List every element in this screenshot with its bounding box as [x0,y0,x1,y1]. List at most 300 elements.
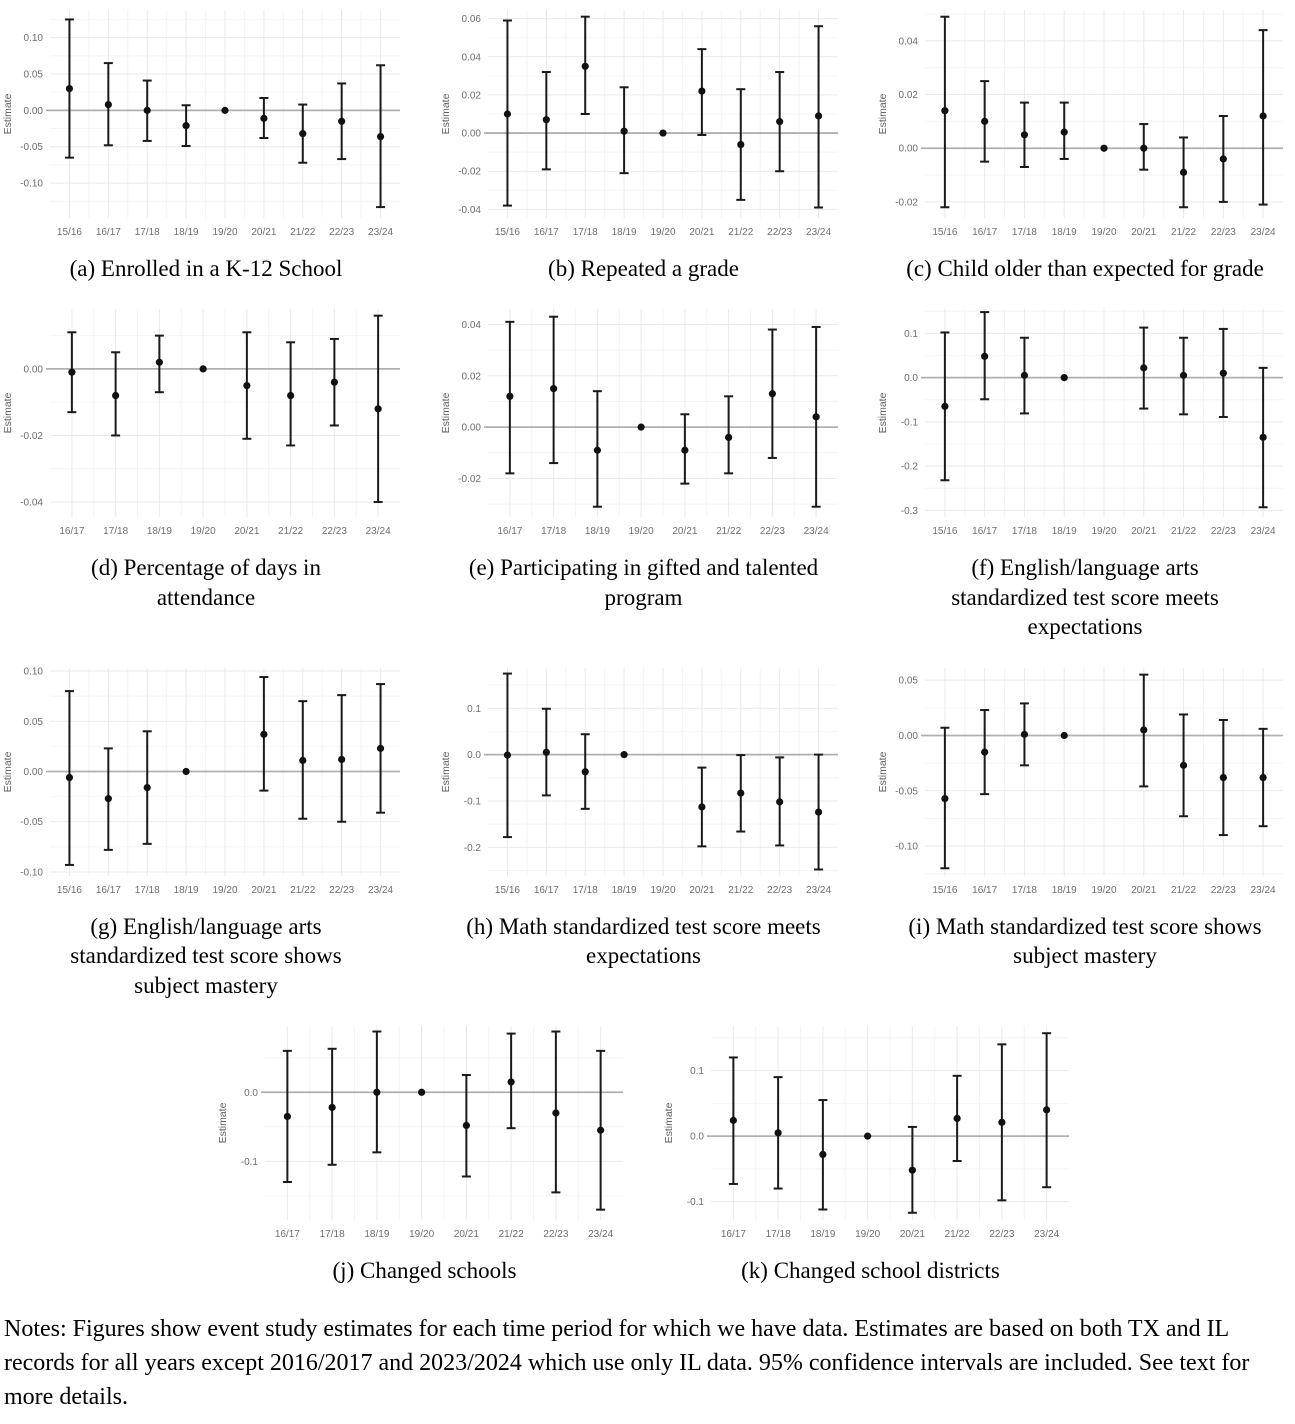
reference-point [659,129,666,136]
ci-point [814,26,823,207]
x-tick-label: 18/19 [173,227,199,238]
x-tick-label: 22/23 [1210,526,1236,538]
point-dot [768,391,775,398]
x-tick-label: 22/23 [1210,227,1236,238]
point-dot [681,447,688,454]
x-tick-label: 22/23 [766,227,792,238]
y-tick-label: 0.00 [23,364,43,376]
panel-caption-c: (c) Child older than expected for grade [906,256,1264,281]
point-dot [814,112,821,119]
ci-point [1139,124,1148,170]
x-tick-label: 21/22 [715,526,741,538]
panel-row-2 [0,299,1295,641]
x-tick-label: 16/17 [720,1229,746,1241]
ci-point [259,677,268,791]
x-tick-label: 19/20 [190,526,216,538]
y-tick-label: 0.02 [461,90,481,102]
gridlines [488,309,838,517]
ci-point [506,1034,515,1129]
ci-point [1219,720,1228,835]
x-tick-label: 19/20 [212,884,238,896]
x-tick-label: 19/20 [1091,884,1117,896]
y-tick-label: 0.0 [689,1131,704,1143]
gridlines [265,1026,623,1220]
x-tick-label: 23/24 [365,526,391,538]
y-tick-label: 0.1 [689,1066,704,1078]
point-dot [299,130,306,137]
y-tick-label: 0.05 [23,69,43,81]
plot-c [875,0,1295,242]
point-dot [183,768,190,775]
x-tick-label: 15/16 [494,884,520,896]
panel-caption-d: (d) Percentage of days in attendance [91,555,321,610]
point-dot [819,1151,826,1158]
y-tick-label: 0.00 [461,128,481,140]
y-axis-title: Estimate [439,393,452,434]
ci-point [814,754,823,869]
panel-b [438,0,850,283]
y-tick-label: -0.10 [20,867,43,879]
point-dot [112,392,119,399]
x-tick-label: 21/22 [727,884,753,896]
x-tick-label: 21/22 [1171,227,1197,238]
point-dot [331,379,338,386]
ci-point [298,701,307,819]
ci-point [551,1032,560,1193]
x-tick-label: 15/16 [494,227,520,238]
gridlines [488,10,838,218]
point-dot [552,1109,559,1116]
point-dot [620,751,627,758]
ci-point [592,392,601,508]
x-tick-label: 17/18 [134,884,160,896]
x-tick-label: 20/21 [688,884,714,896]
reference-point [1061,374,1068,381]
y-tick-label: -0.02 [20,431,43,443]
point-dot [1043,1106,1050,1113]
x-tick-label: 21/22 [290,227,316,238]
point-dot [221,107,228,114]
point-dot [908,1167,915,1174]
y-axis-title: Estimate [439,93,452,135]
plot-k [661,1016,1081,1244]
x-tick-label: 19/20 [628,526,654,538]
point-dot [593,447,600,454]
x-tick-label: 20/21 [688,227,714,238]
point-dot [506,393,513,400]
point-dot [287,392,294,399]
y-tick-label: -0.2 [463,842,481,854]
x-tick-label: 19/20 [1091,227,1117,238]
x-tick-label: 23/24 [587,1229,613,1241]
point-dot [200,366,207,373]
ci-point [940,333,949,481]
x-tick-label: 20/21 [234,526,260,538]
y-axis-title: Estimate [877,93,889,135]
y-axis-title: Estimate [877,393,889,434]
panel-c [875,0,1295,283]
point-dot [1260,774,1267,781]
ci-point [111,353,120,436]
y-tick-label: -0.04 [457,204,481,216]
panel-row-3 [0,658,1295,1000]
event-study-chart [438,299,850,541]
point-dot [1260,434,1267,441]
ci-point [376,684,385,813]
point-dot [260,730,267,737]
ci-point [67,333,76,413]
panel-a [0,0,412,283]
x-tick-label: 20/21 [1131,884,1157,896]
event-study-chart [0,658,412,900]
point-dot [377,133,384,140]
y-tick-label: 0.04 [461,320,481,332]
event-study-chart [661,1016,1081,1244]
x-tick-label: 19/20 [212,227,238,238]
x-tick-label: 22/23 [542,1229,568,1241]
x-tick-label: 21/22 [290,884,316,896]
y-tick-label: 0.0 [243,1087,258,1099]
point-dot [338,756,345,763]
x-tick-label: 15/16 [932,884,958,896]
x-tick-label: 21/22 [498,1229,524,1241]
point-dot [1100,145,1107,152]
ci-point [697,49,706,135]
point-dot [462,1122,469,1129]
panel-caption-k: (k) Changed school districts [741,1258,1000,1284]
ci-point [541,709,550,796]
point-dot [1021,731,1028,738]
ci-point [330,339,339,426]
x-tick-label: 17/18 [134,227,160,238]
x-tick-label: 16/17 [972,227,998,238]
ci-point [505,322,514,474]
panel-h [438,658,850,971]
ci-point [980,313,989,400]
point-dot [542,748,549,755]
point-dot [144,107,151,114]
point-dot [698,88,705,95]
gridlines [925,309,1283,517]
x-tick-label: 19/20 [649,227,676,238]
point-dot [774,1129,781,1136]
ci-point [541,72,550,169]
ci-point [376,65,385,207]
x-tick-label: 20/21 [251,884,277,896]
ci-point [1060,103,1069,159]
reference-point [1061,732,1068,739]
ci-point [724,397,733,474]
point-dot [981,118,988,125]
x-tick-label: 22/23 [759,526,785,538]
x-tick-label: 15/16 [56,884,82,896]
point-dot [812,414,819,421]
y-tick-label: -0.3 [900,506,918,518]
point-dot [66,85,73,92]
point-dot [299,757,306,764]
ci-point [1259,729,1268,826]
x-tick-label: 18/19 [146,526,172,538]
ci-point [286,343,295,446]
ci-point [242,333,251,439]
ci-point [1139,674,1148,786]
gridlines [488,668,838,876]
x-tick-label: 18/19 [1051,526,1077,538]
y-tick-label: -0.05 [20,142,43,154]
x-tick-label: 17/18 [1011,227,1037,238]
ci-point [327,1049,336,1165]
x-tick-label: 15/16 [932,526,958,538]
x-tick-label: 18/19 [809,1229,835,1241]
ci-point [619,87,628,173]
point-dot [1061,374,1068,381]
x-tick-label: 17/18 [1011,526,1037,538]
point-dot [183,122,190,129]
y-tick-label: -0.02 [457,166,481,178]
ci-point [940,727,949,868]
ci-point [104,748,113,849]
ci-point [697,767,706,846]
ci-point [907,1127,916,1213]
y-tick-label: -0.05 [20,816,43,828]
x-tick-label: 23/24 [803,526,829,538]
x-tick-label: 20/21 [1131,227,1157,238]
x-tick-label: 22/23 [988,1229,1014,1241]
x-tick-label: 16/17 [95,227,121,238]
ci-point [259,98,268,138]
ci-point [980,710,989,794]
reference-point [200,366,207,373]
x-tick-label: 16/17 [59,526,85,538]
point-dot [377,745,384,752]
ci-point [997,1044,1006,1200]
point-dot [737,789,744,796]
ci-point [372,1032,381,1153]
point-dot [776,118,783,125]
y-tick-label: 0.1 [466,703,481,715]
point-dot [814,808,821,815]
ci-point [736,89,745,200]
ci-point [767,330,776,458]
panel-e [438,299,850,612]
x-tick-label: 21/22 [727,227,753,238]
panel-g [0,658,412,1000]
reference-point [864,1133,871,1140]
y-axis-title: Estimate [439,751,452,793]
point-dot [998,1119,1005,1126]
y-tick-label: 0.02 [898,90,918,102]
ci-point [818,1100,827,1209]
ci-point [736,755,745,831]
point-dot [105,101,112,108]
gridlines [925,668,1283,876]
x-tick-label: 23/24 [1250,526,1276,538]
ci-point [1179,338,1188,415]
ci-point [337,695,346,822]
point-dot [503,751,510,758]
y-axis-title: Estimate [2,93,14,135]
panel-j [215,1016,635,1285]
x-tick-label: 18/19 [611,227,637,238]
point-dot [550,385,557,392]
point-dot [637,424,644,431]
point-dot [981,748,988,755]
x-tick-label: 22/23 [329,227,355,238]
y-tick-label: 0.06 [461,14,481,26]
event-study-chart [0,0,412,242]
point-dot [1140,726,1147,733]
y-tick-label: 0.00 [23,105,43,117]
x-tick-label: 23/24 [805,884,831,896]
gridlines [925,10,1283,218]
event-study-chart [438,658,850,900]
event-study-chart [875,658,1295,900]
y-tick-label: 0.1 [904,329,918,341]
gridlines [50,309,400,517]
ci-point [1020,103,1029,167]
y-tick-label: 0.00 [461,423,481,435]
point-dot [729,1117,736,1124]
x-tick-label: 16/17 [533,227,559,238]
point-dot [144,784,151,791]
x-tick-label: 22/23 [766,884,792,896]
ci-point [104,63,113,145]
ci-point [580,734,589,809]
point-dot [338,118,345,125]
point-dot [620,128,627,135]
x-tick-label: 17/18 [103,526,129,538]
point-dot [941,403,948,410]
gridlines [50,10,400,218]
point-dot [659,129,666,136]
x-tick-label: 23/24 [368,884,394,896]
point-dot [1180,372,1187,379]
plot-g [0,658,412,900]
ci-point [980,81,989,162]
point-dot [283,1113,290,1120]
x-tick-label: 17/18 [572,227,598,238]
ci-point [182,105,191,146]
ci-point [775,757,784,845]
panel-caption-g: (g) English/language arts standardized test score shows subject mastery [70,913,342,998]
x-tick-label: 16/17 [496,526,522,538]
x-tick-label: 21/22 [1171,526,1197,538]
reference-point [221,107,228,114]
panel-caption-j: (j) Changed schools [332,1258,517,1284]
point-dot [1220,155,1227,162]
ci-point [728,1058,737,1184]
point-dot [698,803,705,810]
event-study-chart [215,1016,635,1244]
y-tick-label: -0.1 [240,1156,258,1168]
panel-row-4 [0,1016,1295,1285]
plot-d [0,299,412,541]
point-dot [1180,169,1187,176]
x-tick-label: 17/18 [572,884,598,896]
y-tick-label: -0.05 [895,786,918,798]
x-tick-label: 18/19 [1051,884,1077,896]
x-tick-label: 17/18 [1011,884,1037,896]
plot-e [438,299,850,541]
ci-point [1259,30,1268,204]
x-tick-label: 21/22 [944,1229,970,1241]
x-tick-label: 19/20 [1091,526,1117,538]
x-tick-label: 15/16 [932,227,958,238]
panel-caption-h: (h) Math standardized test score meets expectations [466,913,821,969]
y-axis-title: Estimate [662,1102,675,1144]
ci-point [1042,1033,1051,1187]
x-tick-label: 19/20 [408,1229,434,1241]
event-study-chart [875,0,1295,242]
y-tick-label: 0.0 [466,749,481,761]
x-tick-label: 15/16 [56,227,82,238]
figure-notes: Notes: Figures show event study estimates for each time period for which we have data. Estimates are based on both TX and IL records for all years except 2016/2017 and 2023/2024 which use only IL data. 95% confidence intervals are included. See text for more details. [4,1315,1250,1410]
gridlines [711,1026,1069,1220]
point-dot [581,63,588,70]
reference-point [183,768,190,775]
ci-point [596,1051,605,1210]
plot-i [875,658,1295,900]
point-dot [105,795,112,802]
point-dot [418,1089,425,1096]
ci-point [1219,329,1228,417]
point-dot [1061,732,1068,739]
x-tick-label: 20/21 [453,1229,479,1241]
x-tick-label: 21/22 [278,526,304,538]
ci-point [549,317,558,463]
y-tick-label: -0.02 [895,197,918,209]
plot-b [438,0,850,242]
x-tick-label: 20/21 [671,526,697,538]
x-tick-label: 18/19 [584,526,610,538]
y-axis-title: Estimate [2,751,14,793]
point-dot [953,1115,960,1122]
event-study-chart [438,0,850,242]
reference-point [637,424,644,431]
y-tick-label: 0.05 [898,675,918,687]
y-axis-title: Estimate [877,751,889,793]
reference-point [620,751,627,758]
point-dot [981,353,988,360]
x-tick-label: 16/17 [95,884,121,896]
point-dot [1220,370,1227,377]
point-dot [737,141,744,148]
point-dot [1140,145,1147,152]
ci-point [775,72,784,171]
reference-point [1100,145,1107,152]
y-tick-label: 0.04 [461,52,481,64]
x-tick-label: 20/21 [251,227,277,238]
point-dot [1180,762,1187,769]
event-study-chart [0,299,412,541]
point-dot [776,798,783,805]
x-tick-label: 23/24 [805,227,831,238]
x-tick-label: 19/20 [854,1229,880,1241]
panel-i [875,658,1295,971]
point-dot [1140,365,1147,372]
x-tick-label: 20/21 [1131,526,1157,538]
panel-caption-i: (i) Math standardized test score shows subject mastery [908,913,1262,969]
ci-point [65,691,74,865]
x-tick-label: 23/24 [1033,1229,1059,1241]
panel-caption-e: (e) Participating in gifted and talented program [468,555,819,610]
ci-point [298,105,307,163]
point-dot [941,795,948,802]
x-tick-label: 18/19 [363,1229,389,1241]
point-dot [243,382,250,389]
point-dot [1021,131,1028,138]
ci-point [374,316,383,502]
